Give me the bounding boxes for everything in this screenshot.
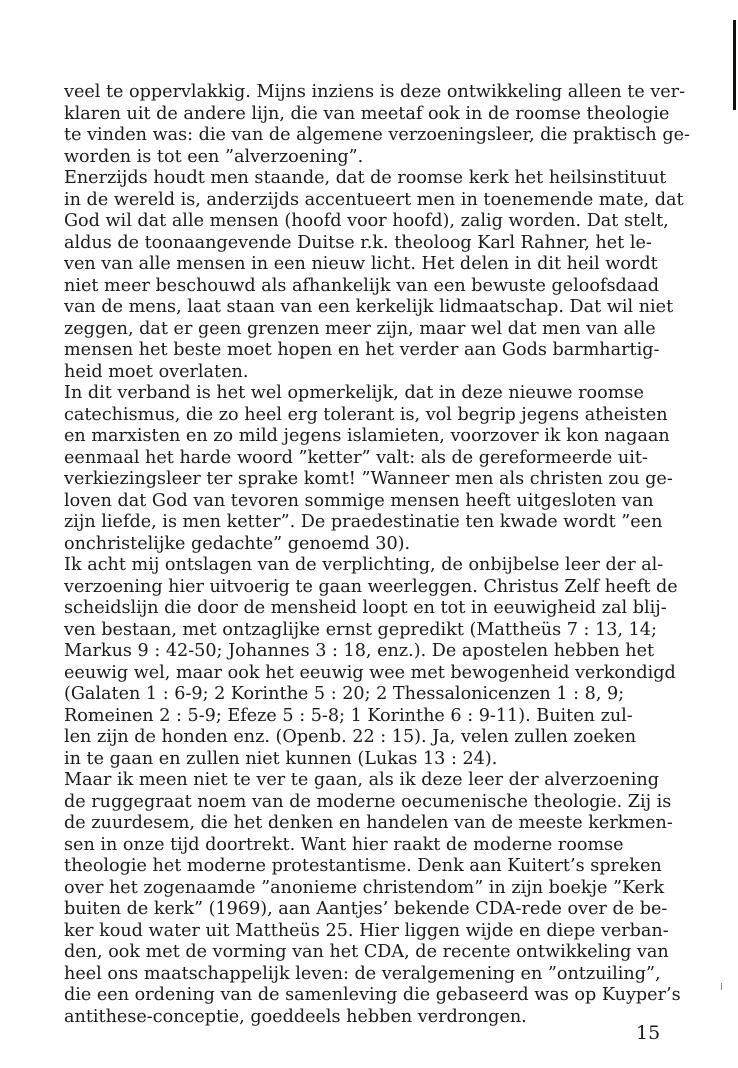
text-line: Enerzijds houdt men staande, dat de roomse kerk het heilsinstituut: [64, 168, 667, 188]
text-line: theologie het moderne protestantisme. Denk aan Kuitert’s spreken: [64, 856, 662, 876]
text-line: heel ons maatschappelijk leven: de veralgemening en ”ontzuiling”,: [64, 963, 661, 984]
text-line: verzoening hier uitvoerig te gaan weerleggen. Christus Zelf heeft de: [64, 576, 678, 597]
text-line: van de mens, laat staan van een kerkelijk lidmaatschap. Dat wil niet: [64, 297, 674, 317]
body-text: [64, 82, 704, 1028]
text-line: zijn liefde, is men ketter”. De praedestinatie ten kwade wordt ”een: [64, 512, 663, 532]
text-line: God wil dat alle mensen (hoofd voor hoofd), zalig worden. Dat stelt,: [64, 211, 669, 231]
text-line: len zijn de honden enz. (Openb. 22 : 15). Ja, velen zullen zoeken: [64, 727, 637, 747]
text-line: eeuwig wel, maar ook het eeuwig wee met bewogenheid verkondigd: [64, 662, 676, 683]
text-line: zeggen, dat er geen grenzen meer zijn, maar wel dat men van alle: [64, 318, 656, 339]
text-line: aldus de toonaangevende Duitse r.k. theoloog Karl Rahner, het le-: [64, 232, 652, 253]
text-line: de zuurdesem, die het denken en handelen van de meeste kerkmen-: [64, 813, 673, 833]
text-line: onchristelijke gedachte” genoemd 30).: [64, 533, 411, 554]
text-line: den, ook met de vorming van het CDA, de recente ontwikkeling van: [64, 942, 669, 962]
text-line: buiten de kerk” (1969), aan Aantjes’ bekende CDA-rede over de be-: [64, 899, 668, 919]
text-line: Markus 9 : 42-50; Johannes 3 : 18, enz.). De apostelen hebben het: [64, 641, 655, 661]
text-line: in de wereld is, anderzijds accentueert men in toenemende mate, dat: [64, 189, 684, 210]
page-number: 15: [636, 1022, 661, 1044]
scan-edge-mark: [733, 20, 736, 110]
text-line: ven bestaan, met ontzaglijke ernst gepredikt (Mattheüs 7 : 13, 14;: [64, 619, 657, 640]
text-line: niet meer beschouwd als afhankelijk van een bewuste geloofsdaad: [64, 275, 659, 296]
text-line: antithese-conceptie, goeddeels hebben verdrongen.: [64, 1006, 527, 1027]
text-line: veel te oppervlakkig. Mijns inziens is deze ontwikkeling alleen te ver-: [64, 82, 686, 102]
text-line: Maar ik meen niet te ver te gaan, als ik deze leer der alverzoening: [64, 770, 660, 790]
text-line: de ruggegraat noem van de moderne oecumenische theologie. Zij is: [64, 791, 672, 812]
text-line: scheidslijn die door de mensheid loopt en tot in eeuwigheid zal blij-: [64, 598, 667, 618]
text-line: Romeinen 2 : 5-9; Efeze 5 : 5-8; 1 Korinthe 6 : 9-11). Buiten zul-: [64, 705, 633, 726]
text-line: in te gaan en zullen niet kunnen (Lukas 13 : 24).: [64, 748, 498, 769]
text-line: ker koud water uit Mattheüs 25. Hier liggen wijde en diepe verban-: [64, 920, 669, 941]
text-line: loven dat God van tevoren sommige mensen heeft uitgesloten van: [64, 490, 654, 511]
text-line: ven van alle mensen in een nieuw licht. Het delen in dit heil wordt: [64, 254, 658, 274]
text-line: en marxisten en zo mild jegens islamieten, voorzover ik kon nagaan: [64, 426, 670, 446]
text-line: sen in onze tijd doortrekt. Want hier raakt de moderne roomse: [64, 834, 624, 855]
text-line: die een ordening van de samenleving die gebaseerd was op Kuyper’s: [64, 985, 681, 1005]
text-line: verkiezingsleer ter sprake komt! ”Wanneer men als christen zou ge-: [64, 469, 673, 489]
text-line: heid moet overlaten.: [64, 361, 249, 382]
scan-edge-tick: [721, 983, 722, 990]
text-line: worden is tot een ”alverzoening”.: [64, 146, 364, 167]
text-line: klaren uit de andere lijn, die van meetaf ook in de roomse theologie: [64, 103, 670, 124]
text-line: mensen het beste moet hopen en het verder aan Gods barmhartig-: [64, 340, 660, 360]
text-line: catechismus, die zo heel erg tolerant is, vol begrip jegens atheisten: [64, 404, 668, 425]
text-line: In dit verband is het wel opmerkelijk, dat in deze nieuwe roomse: [64, 383, 644, 403]
text-line: te vinden was: die van de algemene verzoeningsleer, die praktisch ge-: [64, 125, 690, 145]
text-line: eenmaal het harde woord ”ketter” valt: als de gereformeerde uit-: [64, 447, 648, 468]
text-line: over het zogenaamde ”anonieme christendom” in zijn boekje ”Kerk: [64, 877, 665, 898]
text-line: Ik acht mij ontslagen van de verplichting, de onbijbelse leer der al-: [64, 555, 664, 575]
text-line: (Galaten 1 : 6-9; 2 Korinthe 5 : 20; 2 Thessalonicenzen 1 : 8, 9;: [64, 684, 625, 704]
